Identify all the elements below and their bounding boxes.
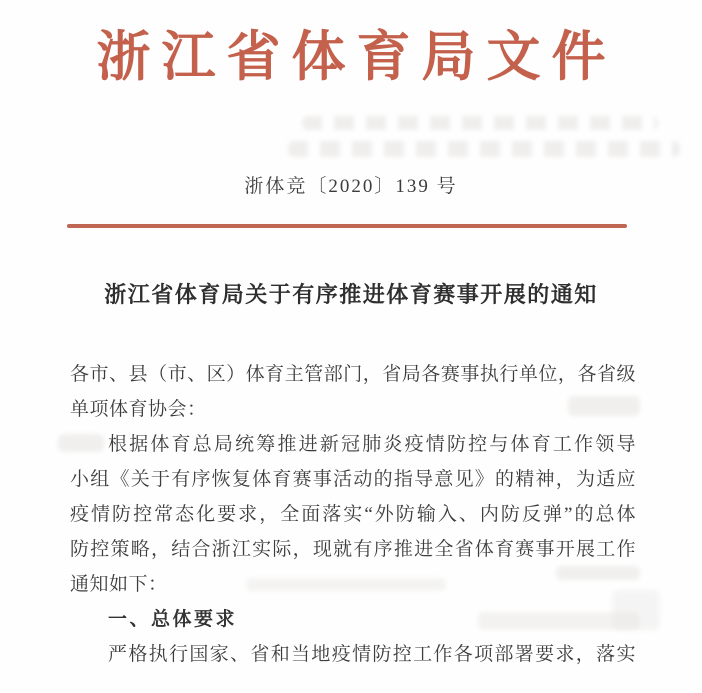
body-line-salutation: 各市、县（市、区）体育主管部门，省局各赛事执行单位，各省级 xyxy=(70,364,636,385)
body-line-paragraph: 疫情防控常态化要求，全面落实“外防输入、内防反弹”的总体 xyxy=(70,504,636,525)
body-line-salutation: 单项体育协会： xyxy=(70,399,207,420)
red-header-rule xyxy=(67,224,627,228)
document-number: 浙体竞〔2020〕139 号 xyxy=(244,176,458,197)
bleed-through-artifact xyxy=(288,141,680,157)
body-line-paragraph: 防控策略，结合浙江实际，现就有序推进全省体育赛事开展工作 xyxy=(70,539,636,560)
body-line-paragraph: 小组《关于有序恢复体育赛事活动的指导意见》的精神，为适应 xyxy=(70,469,636,490)
body-line-paragraph: 严格执行国家、省和当地疫情防控工作各项部署要求，落实 xyxy=(108,644,636,665)
agency-banner-title: 浙江省体育局文件 xyxy=(96,27,617,87)
bleed-through-artifact xyxy=(302,116,658,130)
section-heading: 一、总体要求 xyxy=(108,609,238,630)
document-body xyxy=(70,357,636,672)
body-line-paragraph: 根据体育总局统筹推进新冠肺炎疫情防控与体育工作领导 xyxy=(108,434,636,455)
document-title: 浙江省体育局关于有序推进体育赛事开展的通知 xyxy=(104,282,598,307)
body-line-paragraph: 通知如下： xyxy=(70,574,168,595)
